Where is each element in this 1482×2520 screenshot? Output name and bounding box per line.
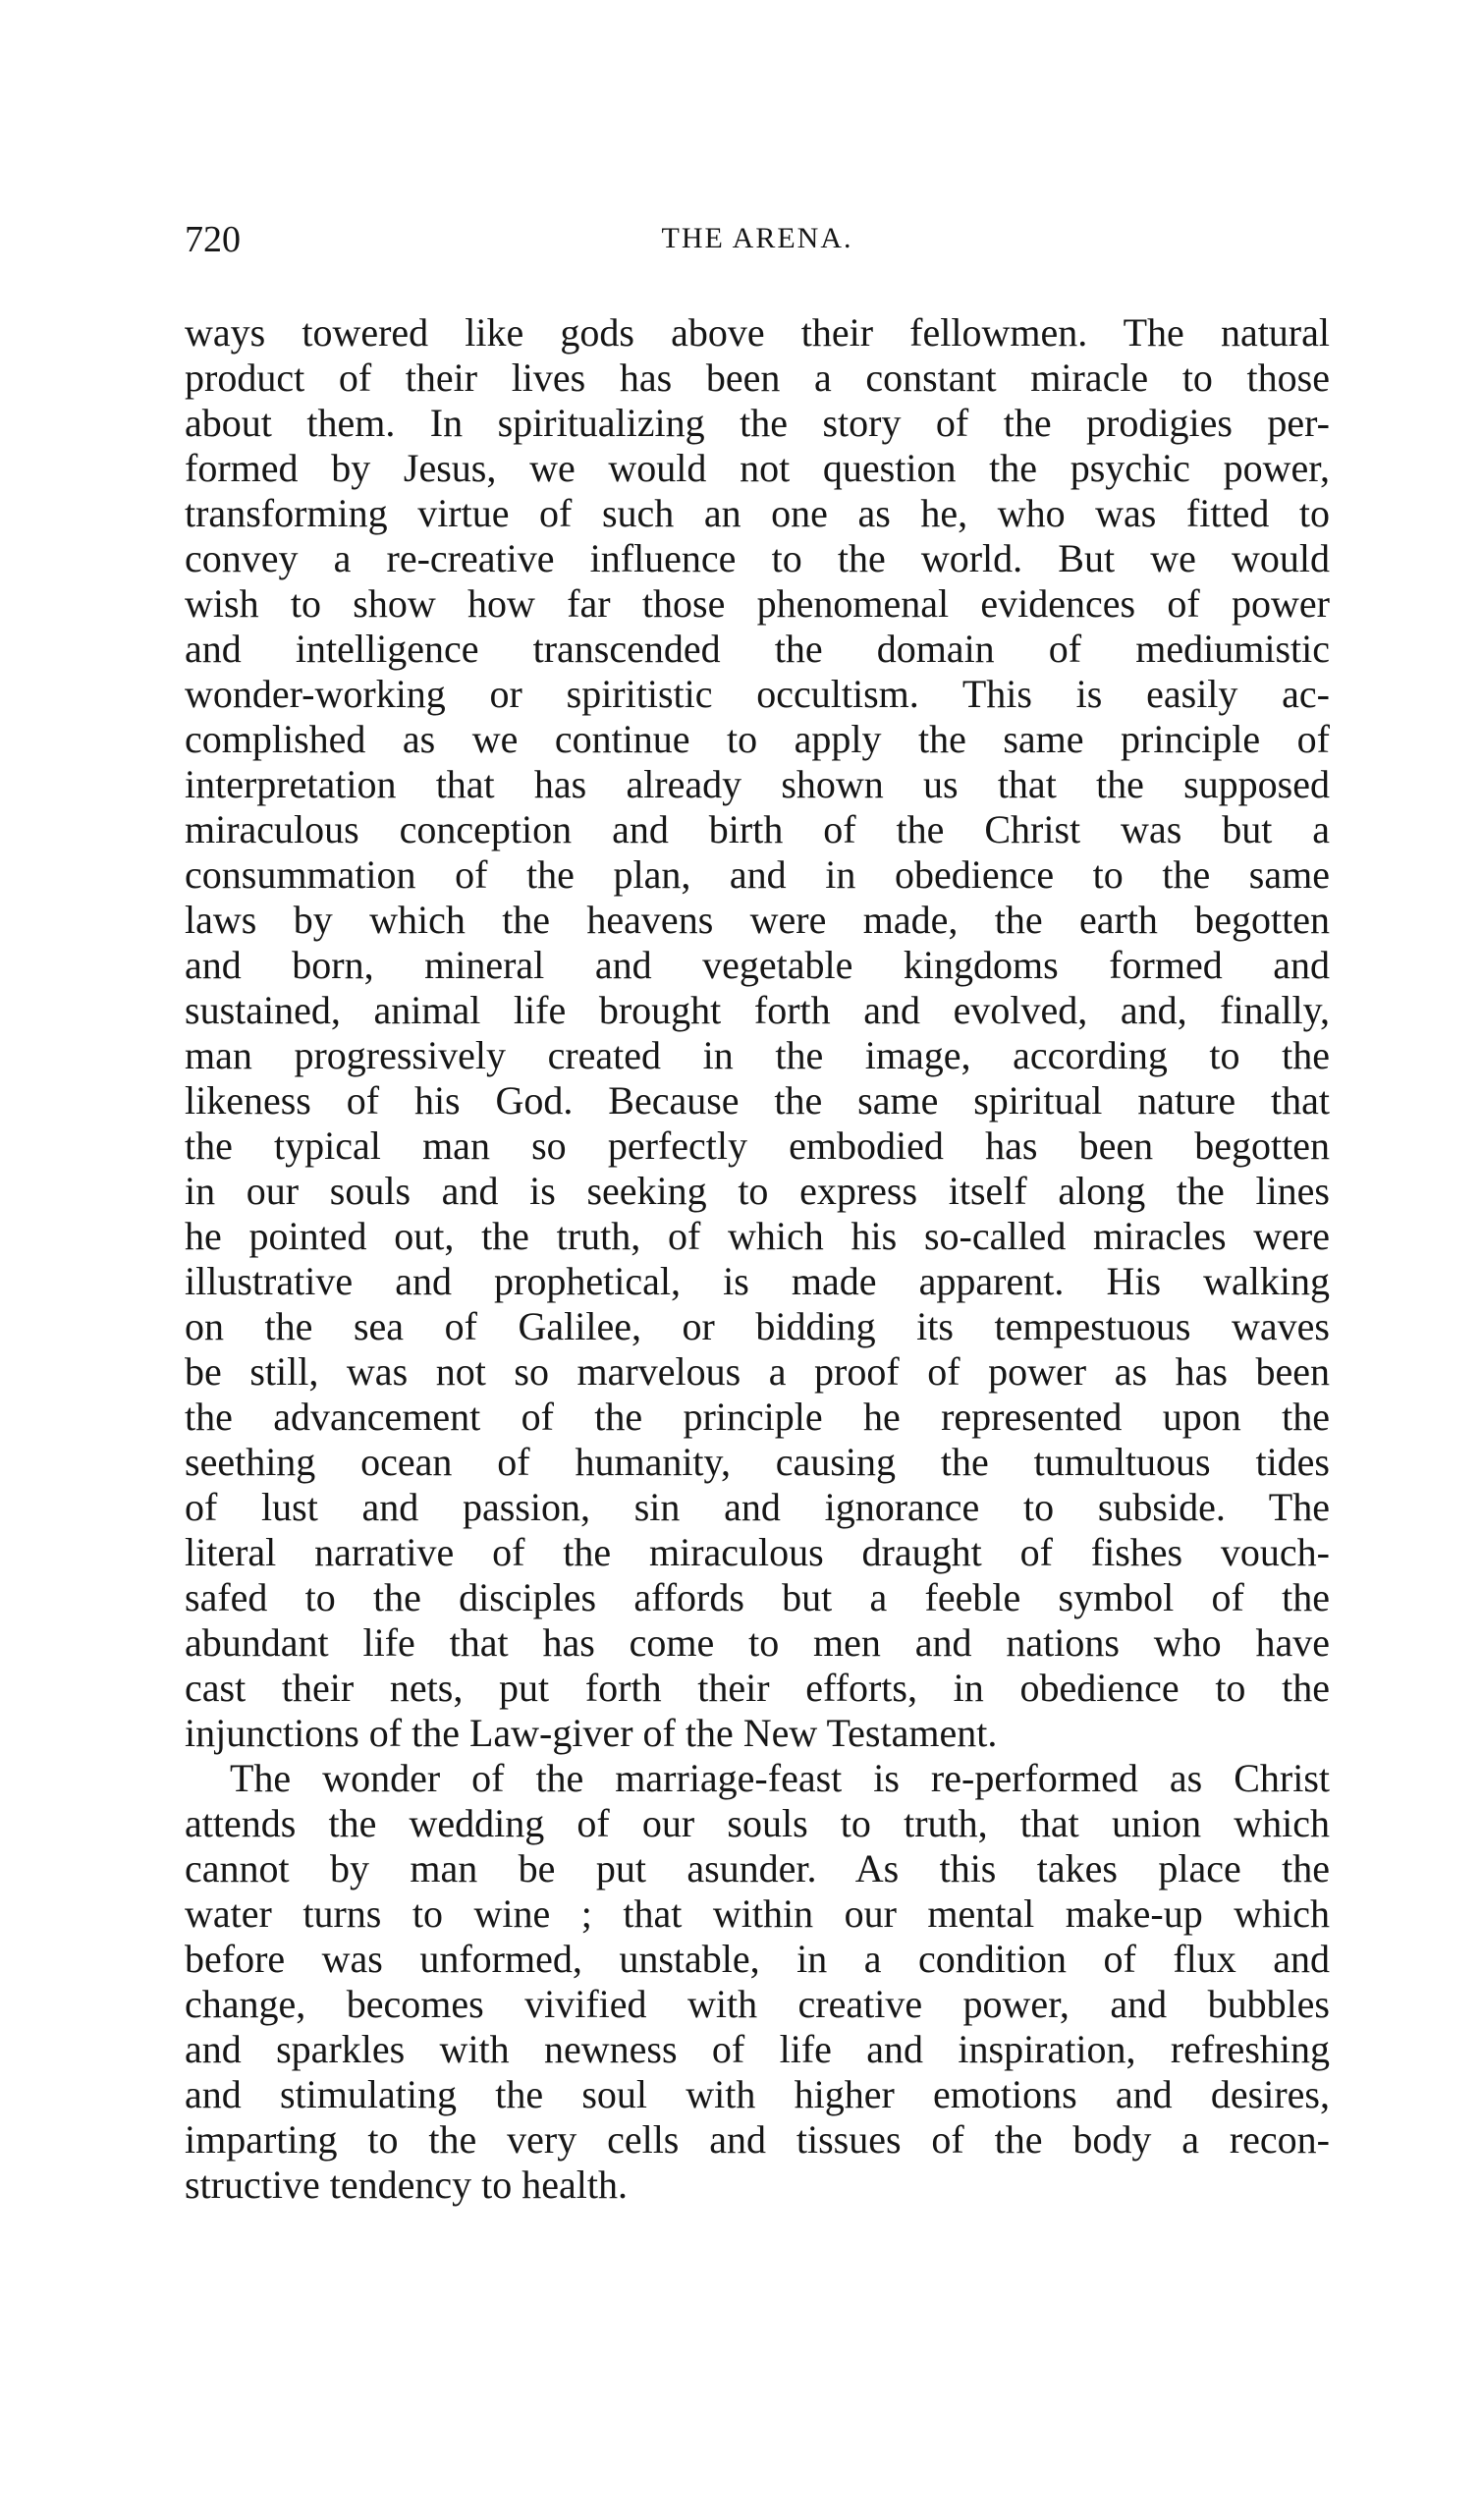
running-title: THE ARENA. <box>661 222 853 254</box>
page-header <box>185 218 1330 267</box>
text-line: he pointed out, the truth, of which his so-called miracles were <box>185 1214 1330 1258</box>
text-line: man progressively created in the image, according to the <box>185 1033 1330 1077</box>
text-line: structive tendency to health. <box>185 2163 628 2207</box>
text-line: illustrative and prophetical, is made apparent. His walking <box>185 1259 1330 1303</box>
text-line: and born, mineral and vegetable kingdoms formed and <box>185 943 1330 987</box>
text-line: literal narrative of the miraculous draught of fishes vouch- <box>185 1530 1330 1574</box>
text-line: safed to the disciples affords but a feeble symbol of the <box>185 1575 1330 1619</box>
text-line: transforming virtue of such an one as he, who was fitted to <box>185 491 1330 535</box>
text-line: cannot by man be put asunder. As this takes place the <box>185 1846 1330 1890</box>
text-line: and intelligence transcended the domain of mediumistic <box>185 627 1330 671</box>
text-line: cast their nets, put forth their efforts, in obedience to the <box>185 1666 1330 1710</box>
text-line: convey a re-creative influence to the world. But we would <box>185 536 1330 580</box>
text-line: abundant life that has come to men and nations who have <box>185 1620 1330 1665</box>
text-line: in our souls and is seeking to express itself along the lines <box>185 1169 1330 1213</box>
text-line: seething ocean of humanity, causing the tumultuous tides <box>185 1440 1330 1484</box>
text-line: wish to show how far those phenomenal evidences of power <box>185 581 1330 626</box>
text-line: be still, was not so marvelous a proof of power as has been <box>185 1349 1330 1394</box>
text-line: about them. In spiritualizing the story of the prodigies per- <box>185 401 1330 445</box>
text-line: water turns to wine ; that within our mental make-up which <box>185 1891 1330 1936</box>
text-line: the advancement of the principle he represented upon the <box>185 1395 1330 1439</box>
paragraph <box>185 310 1330 1756</box>
text-line: complished as we continue to apply the same principle of <box>185 717 1330 761</box>
text-line: of lust and passion, sin and ignorance to subside. The <box>185 1485 1330 1529</box>
text-line: sustained, animal life brought forth and evolved, and, finally, <box>185 988 1330 1032</box>
text-line: injunctions of the Law-giver of the New Testament. <box>185 1711 998 1755</box>
page-number: 720 <box>185 219 241 260</box>
text-line: imparting to the very cells and tissues of the body a recon- <box>185 2117 1330 2162</box>
text-line: and stimulating the soul with higher emotions and desires, <box>185 2072 1330 2116</box>
text-line: and sparkles with newness of life and inspiration, refreshing <box>185 2027 1330 2071</box>
text-line: change, becomes vivified with creative power, and bubbles <box>185 1982 1330 2026</box>
text-line: ways towered like gods above their fellowmen. The natural <box>185 310 1330 355</box>
article-body <box>185 310 1330 2208</box>
text-line: the typical man so perfectly embodied has been begotten <box>185 1123 1330 1168</box>
text-line: before was unformed, unstable, in a condition of flux and <box>185 1937 1330 1981</box>
text-line: consummation of the plan, and in obedience to the same <box>185 852 1330 897</box>
text-line: likeness of his God. Because the same spiritual nature that <box>185 1078 1330 1123</box>
text-line: miraculous conception and birth of the Christ was but a <box>185 807 1330 851</box>
text-line: The wonder of the marriage-feast is re-performed as Christ <box>230 1756 1330 1800</box>
text-line: attends the wedding of our souls to truth, that union which <box>185 1801 1330 1845</box>
text-line: wonder-working or spiritistic occultism. This is easily ac- <box>185 672 1330 716</box>
paragraph <box>185 1756 1330 2208</box>
text-line: product of their lives has been a constant miracle to those <box>185 356 1330 400</box>
text-line: formed by Jesus, we would not question the psychic power, <box>185 446 1330 490</box>
text-line: on the sea of Galilee, or bidding its tempestuous waves <box>185 1304 1330 1348</box>
text-line: interpretation that has already shown us that the supposed <box>185 762 1330 806</box>
text-line: laws by which the heavens were made, the earth begotten <box>185 898 1330 942</box>
